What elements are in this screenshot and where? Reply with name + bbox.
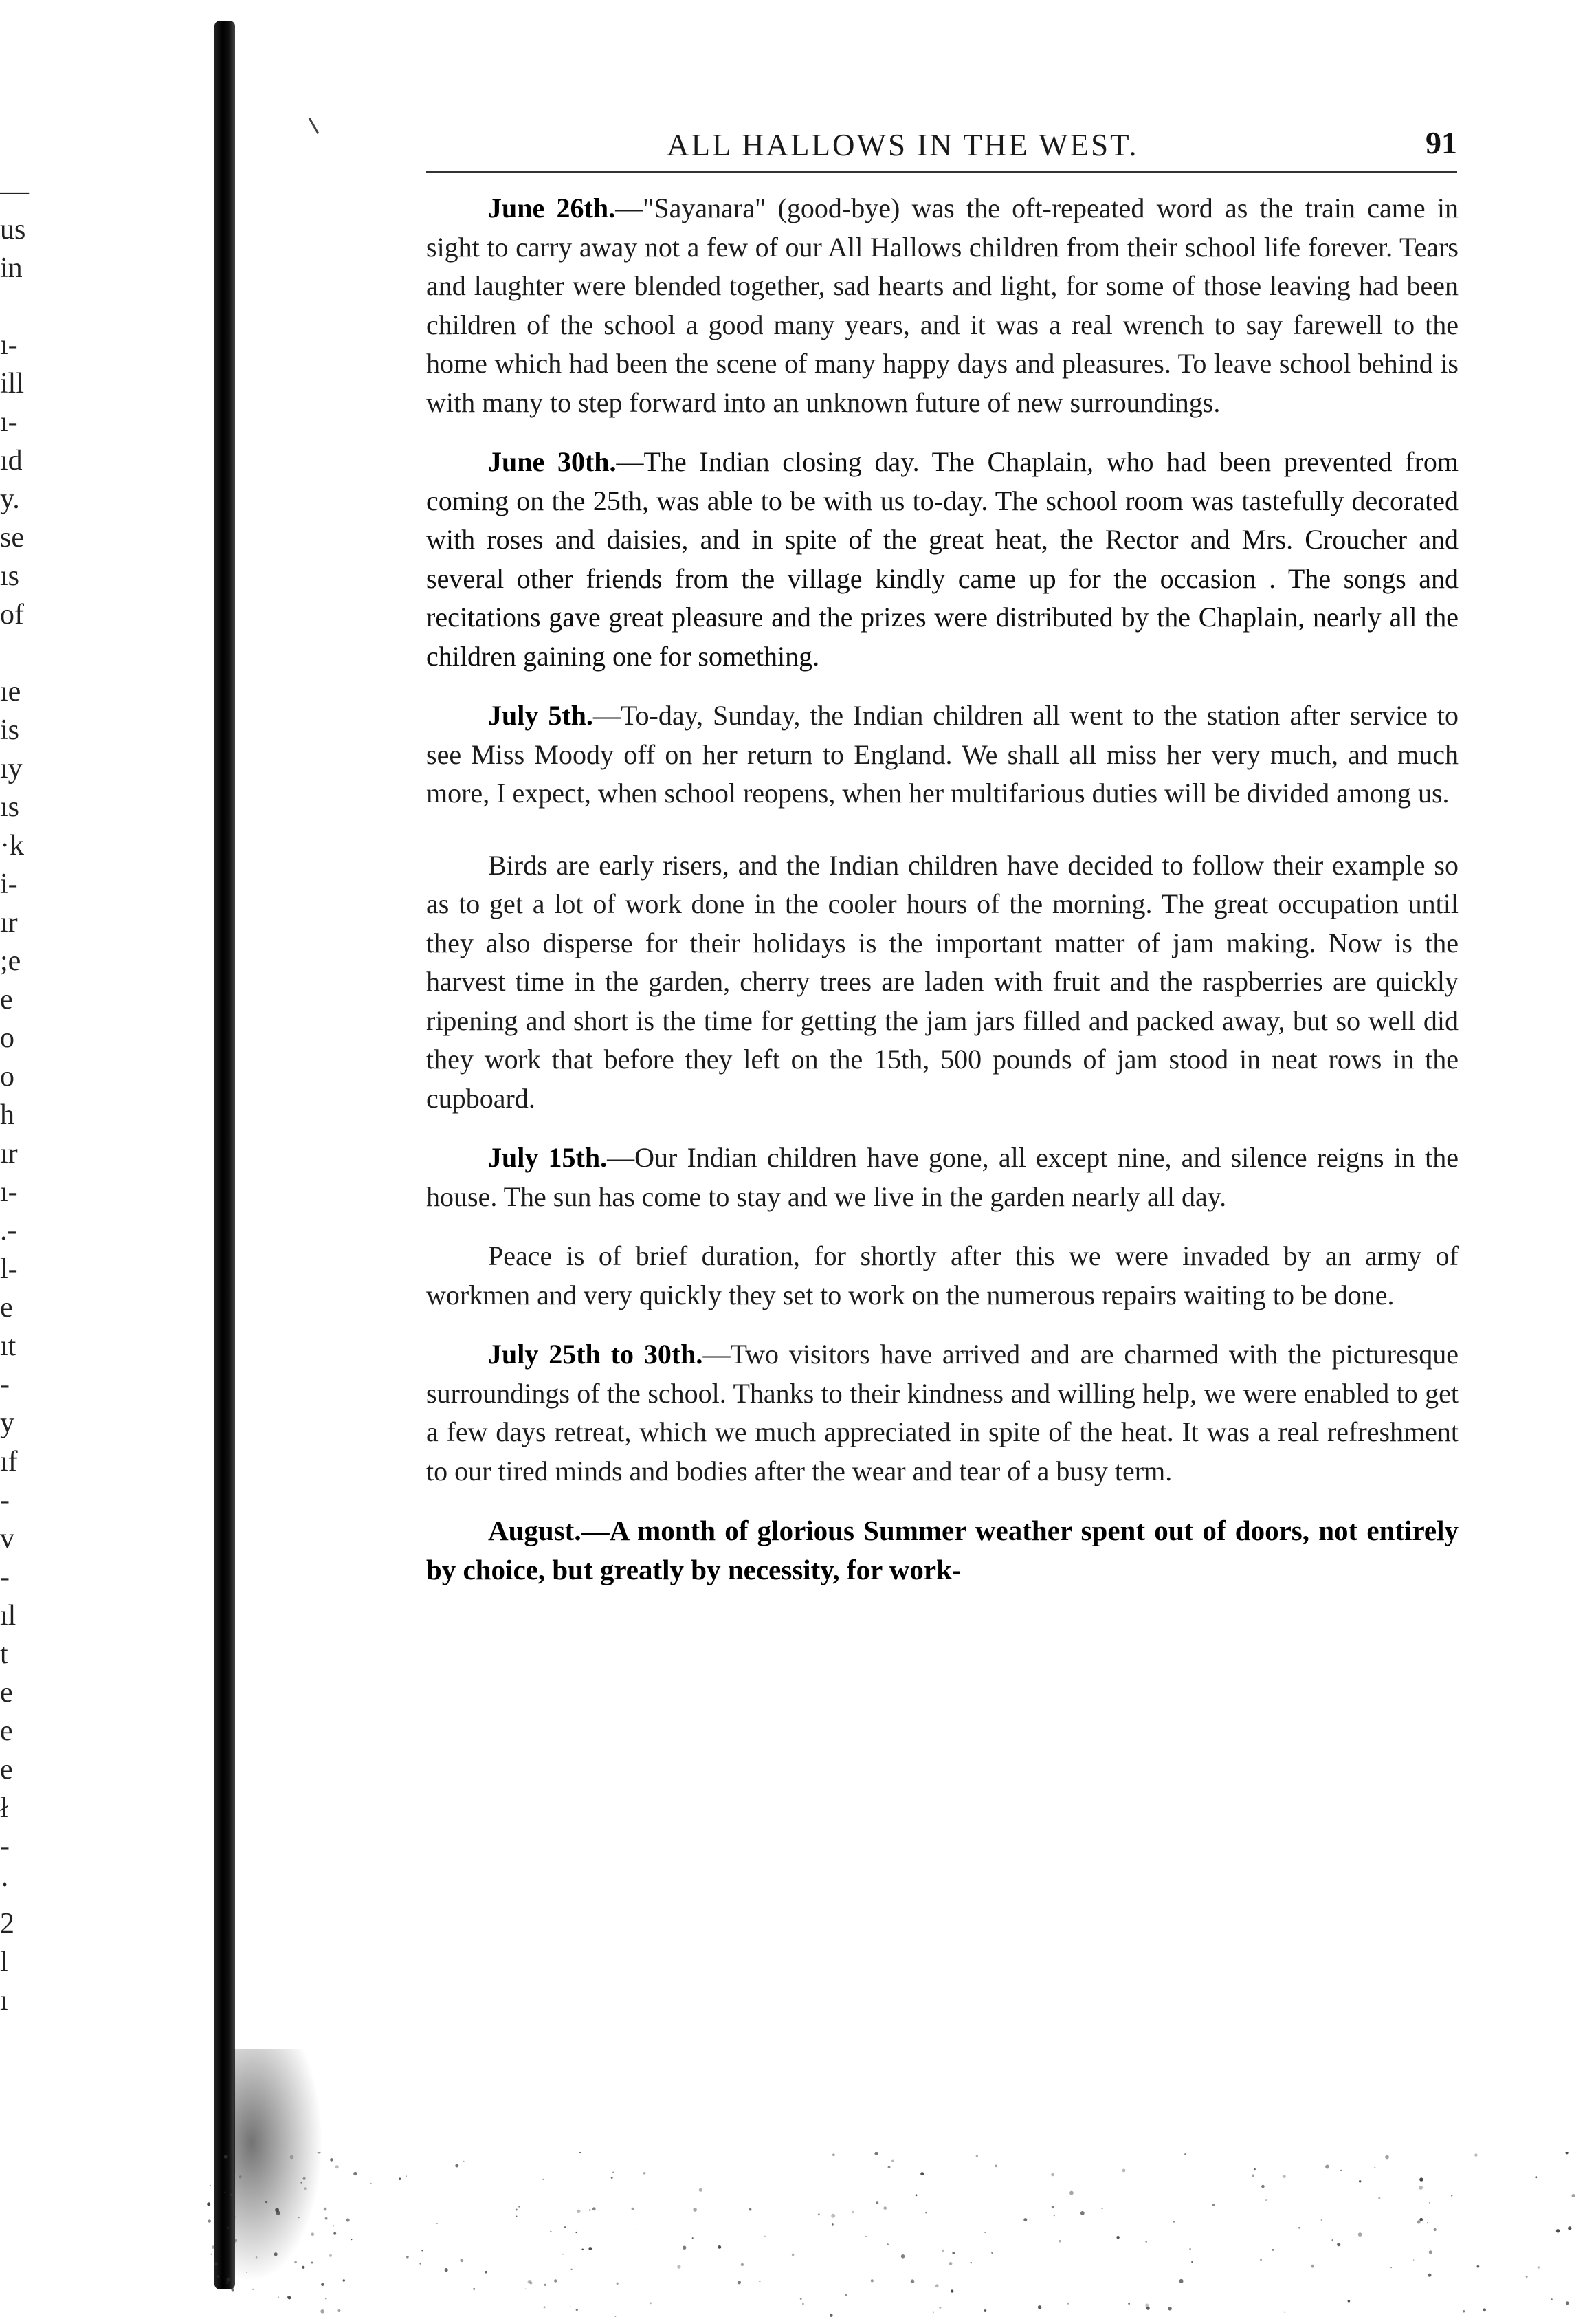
speckle <box>554 2279 557 2282</box>
speckle <box>1572 2194 1575 2197</box>
speckle <box>1116 2236 1119 2239</box>
paragraph-workmen <box>426 1237 1459 1315</box>
speckle <box>1023 2218 1027 2221</box>
speckle <box>1069 2191 1074 2195</box>
running-header <box>426 127 1457 175</box>
speckle <box>1284 2311 1285 2313</box>
speckle <box>1429 2250 1432 2254</box>
speckle <box>589 2209 590 2210</box>
entry-text: Peace is of brief duration, for shortly after this we were invaded by an army of workmen and very quickly they set to work on the numerous repairs waiting to be done. <box>426 1240 1459 1310</box>
speckle <box>211 2254 212 2255</box>
speckle <box>592 2207 596 2210</box>
speckle <box>611 2177 613 2179</box>
entry-text: —A month of glorious Summer weather spent out of doors, not entirely by choice, but greatly by necessity, for work- <box>426 1515 1459 1585</box>
bleed-fragment <box>0 634 76 672</box>
paragraph-june-26 <box>426 189 1459 422</box>
speckle <box>1265 2199 1267 2201</box>
speckle <box>278 2296 279 2298</box>
bleed-fragment: — <box>0 175 29 207</box>
speckle <box>693 2208 697 2212</box>
speckle <box>852 2211 854 2213</box>
speckle <box>579 2152 581 2153</box>
bleed-fragment: · <box>0 1869 10 1901</box>
speckle <box>1375 2167 1376 2168</box>
speckle <box>636 2230 637 2231</box>
speckle <box>246 2272 247 2273</box>
speckle <box>759 2281 760 2282</box>
bleed-fragment: ıl <box>0 1600 16 1632</box>
speckle <box>887 2243 889 2245</box>
speckle <box>1337 2243 1340 2246</box>
speckle <box>1535 2176 1537 2178</box>
speckle <box>226 2226 229 2229</box>
speckle <box>1189 2248 1191 2250</box>
speckle <box>518 2206 520 2208</box>
bleed-fragment: o <box>0 1022 14 1054</box>
speckle <box>564 2226 566 2228</box>
bleed-fragment: - <box>0 1484 10 1516</box>
speckle <box>1565 2152 1568 2154</box>
speckle <box>445 2268 448 2272</box>
bleed-fragment: e <box>0 1715 13 1747</box>
speckle <box>208 2219 211 2222</box>
speckle <box>1146 2307 1150 2310</box>
speckle <box>1261 2185 1265 2188</box>
speckle <box>234 2239 237 2242</box>
speckle <box>581 2249 584 2251</box>
bleed-fragment: ill <box>0 368 25 399</box>
entry-text: —"Sayanara" (good-bye) was the oft-repeated word as the train came in sight to carry away not a few of our All Hallows children from their school life forever. Tears and laughter were blended together, sad hearts and light, for some of those leaving had been children of the school a good many years, and it was a real wrench to say farewell to the home which had been the scene of many happy days and pleasures. To leave school behind is with many to step forward into an unknown future of new surroundings. <box>426 193 1459 418</box>
scan-speckle-noise <box>206 2152 1596 2317</box>
speckle <box>575 2232 577 2233</box>
speckle <box>1054 2215 1055 2216</box>
speckle <box>971 2262 972 2263</box>
speckle <box>1332 2239 1334 2241</box>
entry-date: June 30th. <box>488 446 617 477</box>
speckle <box>1358 2232 1362 2237</box>
speckle <box>1252 2175 1254 2177</box>
speckle <box>1551 2298 1552 2300</box>
bleed-fragment: i- <box>0 868 18 900</box>
speckle <box>883 2206 887 2210</box>
bleed-fragment: y. <box>0 483 20 515</box>
entry-date: August. <box>488 1515 581 1546</box>
paragraph-august <box>426 1511 1459 1589</box>
speckle <box>214 2262 218 2265</box>
speckle <box>325 2217 328 2220</box>
entry-date: July 25th to 30th. <box>488 1339 703 1370</box>
speckle <box>1434 2228 1437 2231</box>
bleed-fragment: ı <box>0 1985 8 2017</box>
speckle <box>845 2294 847 2296</box>
speckle <box>419 2263 421 2264</box>
speckle <box>832 2223 834 2226</box>
bleed-fragment: ıy <box>0 753 23 784</box>
speckle <box>212 2245 214 2248</box>
speckle <box>891 2160 894 2162</box>
speckle <box>984 2232 986 2233</box>
speckle <box>544 2284 546 2286</box>
speckle <box>525 2288 527 2289</box>
bleed-fragment: se <box>0 522 24 553</box>
speckle <box>1474 2153 1477 2156</box>
speckle <box>1311 2265 1314 2268</box>
speckle <box>570 2306 571 2307</box>
speckle <box>764 2236 766 2237</box>
paragraph-jam-making <box>426 846 1459 1119</box>
speckle <box>683 2246 686 2250</box>
bleed-fragment: is <box>0 714 20 746</box>
speckle <box>677 2265 680 2268</box>
speckle <box>933 2311 934 2313</box>
scan-mark <box>309 118 320 134</box>
speckle <box>406 2175 407 2177</box>
speckle <box>741 2263 744 2266</box>
speckle <box>692 2237 694 2239</box>
speckle <box>1173 2221 1175 2223</box>
speckle <box>1556 2229 1560 2233</box>
speckle <box>302 2266 304 2269</box>
speckle <box>1419 2177 1423 2181</box>
speckle <box>832 2153 835 2156</box>
speckle <box>1179 2279 1184 2283</box>
bleed-fragment: ıt <box>0 1330 16 1362</box>
bleed-fragment: ıf <box>0 1446 18 1478</box>
bleed-fragment: us <box>0 214 26 245</box>
speckle <box>650 2302 652 2304</box>
speckle <box>888 2166 891 2168</box>
speckle <box>1051 2173 1054 2177</box>
speckle <box>911 2279 915 2283</box>
speckle <box>1429 2202 1430 2204</box>
speckle <box>460 2259 463 2262</box>
speckle <box>1477 2265 1480 2268</box>
speckle <box>217 2275 220 2278</box>
speckle <box>300 2182 302 2184</box>
speckle <box>335 2165 339 2168</box>
speckle <box>643 2172 646 2175</box>
speckle <box>337 2309 340 2312</box>
bleed-fragment: ıs <box>0 791 20 823</box>
bleed-fragment: ı- <box>0 406 18 438</box>
speckle <box>1378 2197 1380 2199</box>
bleed-fragment: l <box>0 1946 8 1978</box>
entry-date: July 15th. <box>488 1142 608 1173</box>
running-title: ALL HALLOWS IN THE WEST. <box>667 128 1139 162</box>
speckle <box>916 2194 918 2196</box>
speckle <box>473 2288 475 2290</box>
bleed-fragment: e <box>0 1292 13 1324</box>
bleed-fragment: - <box>0 1369 10 1401</box>
speckle <box>949 2262 953 2265</box>
speckle <box>1385 2155 1389 2160</box>
speckle <box>1272 2249 1274 2251</box>
paragraph-july-25-30 <box>426 1335 1459 1491</box>
entry-text: —To-day, Sunday, the Indian children all went to the station after service to see Miss Moody off on her return to England. We shall all miss her very much, and much more, I expect, when school reopens, when her multifarious duties will be divided among us. <box>426 700 1459 809</box>
speckle <box>318 2152 321 2154</box>
speckle <box>1566 2301 1569 2305</box>
speckle <box>290 2155 294 2160</box>
speckle <box>406 2256 409 2259</box>
speckle <box>1052 2206 1054 2208</box>
speckle <box>1260 2259 1262 2261</box>
speckle <box>455 2164 458 2168</box>
speckle <box>699 2188 702 2192</box>
speckle <box>1128 2303 1130 2305</box>
bleed-fragment <box>0 287 76 326</box>
speckle <box>1191 2261 1193 2263</box>
speckle <box>874 2152 878 2155</box>
speckle <box>1080 2211 1085 2215</box>
bleed-fragment: h <box>0 1099 14 1131</box>
speckle <box>275 2208 279 2212</box>
speckle <box>1184 2153 1186 2155</box>
speckle <box>550 2231 551 2232</box>
speckle <box>311 2262 313 2264</box>
bleed-fragment: o <box>0 1061 14 1092</box>
speckle <box>353 2172 357 2175</box>
speckle <box>1526 2276 1528 2278</box>
speckle <box>562 2254 564 2255</box>
bleed-fragment: ıe <box>0 676 21 707</box>
bleed-fragment: ı- <box>0 1176 18 1208</box>
entry-text: —The Indian closing day. The Chaplain, who had been prevented from coming on the 25th, was able to be with us to-day. The school room was tastefully decorated with roses and daisies, and in spite of the great heat, the Rector and Mrs. Croucher and several other friends from the village kindly came up for the occasion . The songs and recitations gave great pleasure and the prizes were distributed by the Chaplain, nearly all the children gaining one for something. <box>426 446 1459 672</box>
entry-text: Birds are early risers, and the Indian children have decided to follow their example so as to get a lot of work done in the cooler hours of the morning. The great occupation until they also disperse for their holidays is the important matter of jam making. Now is the harvest time in the garden, cherry trees are laden with fruit and the raspberries are quickly ripening and short is the time for getting the jam jars filled and packed away, but so well did they work that before they left on the 15th, 500 pounds of jam stood in neat rows in the cupboard. <box>426 849 1459 1114</box>
bleed-fragment: of <box>0 599 24 630</box>
speckle <box>321 2283 324 2286</box>
speckle <box>303 2177 306 2180</box>
speckle <box>311 2232 315 2236</box>
speckle <box>210 2185 211 2186</box>
speckle <box>333 2232 336 2235</box>
speckle <box>325 2298 327 2300</box>
speckle <box>1427 2222 1428 2223</box>
bleed-fragment: in <box>0 252 23 284</box>
facing-page-bleed <box>0 172 76 2020</box>
bleed-fragment: ł <box>0 1792 8 1824</box>
bleed-fragment: e <box>0 984 13 1015</box>
bleed-fragment: 2 <box>0 1908 14 1940</box>
paragraph-july-5 <box>426 696 1459 813</box>
speckle <box>1298 2227 1300 2229</box>
speckle <box>399 2178 401 2180</box>
speckle <box>239 2175 242 2178</box>
speckle <box>230 2193 233 2196</box>
speckle <box>370 2183 372 2184</box>
speckle <box>516 2216 517 2217</box>
bleed-fragment: ıd <box>0 445 23 476</box>
bleed-fragment: t <box>0 1638 8 1670</box>
speckle <box>324 2208 327 2211</box>
speckle <box>1145 2241 1147 2243</box>
speckle <box>865 2236 867 2237</box>
speckle <box>351 2239 353 2241</box>
bleed-fragment: v <box>0 1523 14 1555</box>
speckle <box>231 2288 234 2291</box>
speckle <box>227 2278 230 2281</box>
speckle <box>226 2281 229 2284</box>
speckle <box>265 2201 267 2203</box>
speckle <box>343 2279 345 2281</box>
speckle <box>818 2213 820 2215</box>
speckle <box>632 2208 634 2210</box>
speckle <box>1413 2259 1415 2261</box>
speckle <box>901 2254 905 2259</box>
speckle <box>935 2284 939 2287</box>
speckle <box>207 2202 210 2206</box>
bleed-fragment: ır <box>0 1138 18 1170</box>
speckle <box>1254 2168 1256 2170</box>
bleed-fragment: - <box>0 1831 10 1863</box>
speckle <box>542 2179 544 2180</box>
speckle <box>952 2252 955 2254</box>
speckle <box>1122 2169 1126 2173</box>
bleed-fragment: ;e <box>0 945 21 977</box>
speckle <box>1168 2307 1171 2310</box>
speckle <box>920 2172 924 2175</box>
speckle <box>224 2155 228 2159</box>
speckle <box>224 2191 226 2193</box>
speckle <box>830 2314 833 2317</box>
speckle <box>1463 2310 1465 2312</box>
speckle <box>831 2214 835 2218</box>
speckle <box>939 2307 941 2309</box>
speckle <box>792 2254 795 2256</box>
speckle <box>256 2256 258 2259</box>
speckle <box>1325 2165 1329 2169</box>
speckle <box>298 2217 300 2219</box>
speckle <box>1359 2180 1361 2182</box>
speckle <box>976 2155 978 2157</box>
speckle <box>571 2269 573 2270</box>
speckle <box>1483 2308 1486 2311</box>
page-number: 91 <box>1426 125 1457 160</box>
article-body <box>426 189 1459 1610</box>
speckle <box>984 2309 987 2312</box>
speckle <box>749 2208 752 2211</box>
entry-text: —Two visitors have arrived and are charmed with the picturesque surroundings of the school. Thanks to their kindness and willing help, we were enabled to get a few days retreat, which we much appreciated in spite of the heat. It was a real refreshment to our tired minds and bodies after the wear and tear of a busy term. <box>426 1339 1459 1486</box>
speckle <box>577 2210 580 2213</box>
speckle <box>1568 2226 1571 2230</box>
bleed-fragment: l- <box>0 1253 18 1285</box>
entry-date: July 5th. <box>488 700 593 731</box>
speckle <box>1340 2170 1342 2171</box>
bleed-fragment: ı- <box>0 329 18 361</box>
bleed-fragment: ır <box>0 907 18 938</box>
bleed-fragment: ·k <box>0 830 24 861</box>
speckle <box>1390 2267 1392 2268</box>
speckle <box>1283 2175 1286 2178</box>
speckle <box>287 2296 289 2298</box>
bleed-fragment: e <box>0 1677 13 1709</box>
speckle <box>436 2223 438 2224</box>
bleed-fragment: y <box>0 1407 14 1439</box>
speckle <box>1101 2208 1102 2209</box>
speckle <box>1417 2220 1420 2223</box>
speckle <box>1321 2219 1323 2221</box>
paragraph-june-30 <box>426 443 1459 676</box>
speckle <box>802 2303 803 2305</box>
speckle <box>516 2209 518 2211</box>
speckle <box>925 2212 927 2214</box>
bleed-fragment: e <box>0 1754 13 1786</box>
speckle <box>216 2184 217 2185</box>
bleed-fragment: .- <box>0 1215 17 1247</box>
speckle <box>1428 2274 1431 2277</box>
binding-shadow <box>214 21 235 2289</box>
speckle <box>871 2279 874 2282</box>
speckle <box>800 2298 802 2300</box>
speckle <box>718 2245 721 2249</box>
speckle <box>346 2218 350 2221</box>
speckle <box>612 2172 614 2173</box>
speckle <box>234 2216 236 2218</box>
speckle <box>320 2309 324 2314</box>
speckle <box>529 2281 532 2284</box>
speckle <box>1419 2218 1423 2221</box>
speckle <box>421 2250 423 2252</box>
speckle <box>1059 2240 1061 2243</box>
speckle <box>995 2165 997 2168</box>
speckle <box>1348 2300 1351 2303</box>
speckle <box>329 2254 332 2257</box>
speckle <box>544 2306 546 2308</box>
entry-date: June 26th. <box>488 193 616 223</box>
bleed-fragment: ıs <box>0 560 20 592</box>
speckle <box>274 2252 278 2256</box>
speckle <box>617 2283 619 2285</box>
speckle <box>485 2271 488 2274</box>
speckle <box>330 2158 333 2162</box>
speckle <box>1067 2303 1069 2305</box>
paragraph-july-15 <box>426 1139 1459 1216</box>
entry-text: —Our Indian children have gone, all except nine, and silence reigns in the house. The sun has come to stay and we live in the garden nearly all day. <box>426 1142 1459 1212</box>
speckle <box>463 2161 464 2162</box>
header-rule <box>426 171 1457 173</box>
speckle <box>333 2225 334 2226</box>
speckle <box>576 2309 578 2311</box>
speckle <box>951 2289 953 2292</box>
speckle <box>588 2247 592 2250</box>
speckle <box>304 2187 307 2190</box>
speckle <box>1419 2186 1423 2190</box>
speckle <box>1451 2195 1452 2196</box>
speckle <box>942 2250 944 2252</box>
speckle <box>1038 2305 1041 2309</box>
speckle <box>294 2261 297 2264</box>
speckle <box>738 2281 741 2284</box>
speckle <box>991 2252 993 2254</box>
speckle <box>876 2201 878 2204</box>
speckle <box>252 2289 254 2290</box>
bleed-fragment: - <box>0 1561 10 1593</box>
speckle <box>1538 2266 1540 2269</box>
speckle <box>1212 2204 1215 2206</box>
